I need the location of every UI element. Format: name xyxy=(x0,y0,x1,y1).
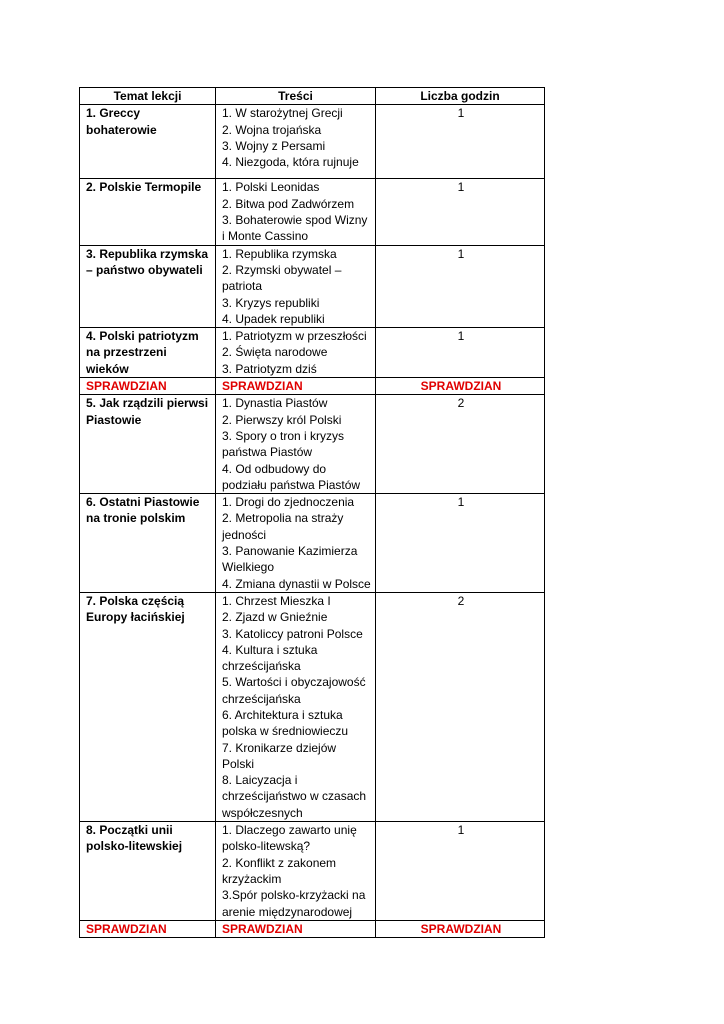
topic-cell: 1. Greccy bohaterowie xyxy=(80,105,216,179)
topic-cell: 8. Początki unii polsko-litewskiej xyxy=(80,822,216,921)
content-item: 1. Dlaczego zawarto unię polsko-litewską? xyxy=(222,823,357,854)
hours-cell: 2 xyxy=(376,592,545,821)
contents-cell xyxy=(216,245,376,327)
content-item: 2. Wojna trojańska xyxy=(222,122,322,137)
content-item: 2. Święta narodowe xyxy=(222,345,328,360)
table-row xyxy=(80,822,545,921)
topic-cell: 3. Republika rzymska – państwo obywateli xyxy=(80,245,216,327)
contents-cell xyxy=(216,378,376,395)
content-item: 4. Upadek republiki xyxy=(222,311,325,326)
header-contents: Treści xyxy=(216,88,376,105)
contents-cell xyxy=(216,328,376,378)
hours-cell: 1 xyxy=(376,494,545,593)
contents-cell xyxy=(216,105,376,179)
hours-cell: SPRAWDZIAN xyxy=(376,378,545,395)
table-row xyxy=(80,245,545,327)
topic-cell: 6. Ostatni Piastowie na tronie polskim xyxy=(80,494,216,593)
contents-cell xyxy=(216,920,376,937)
content-item: 6. Architektura i sztuka polska w średniowieczu xyxy=(222,707,349,739)
content-item: 3.Spór polsko-krzyżacki na arenie międzynarodowej xyxy=(222,888,366,919)
content-item: 2. Pierwszy król Polski xyxy=(222,412,342,427)
content-item: 3. Wojny z Persami xyxy=(222,138,326,153)
content-item: 1. Dynastia Piastów xyxy=(222,396,328,411)
content-item: 3. Patriotyzm dziś xyxy=(222,361,317,376)
hours-cell: 1 xyxy=(376,328,545,378)
content-item: SPRAWDZIAN xyxy=(222,921,303,936)
content-item: 2. Bitwa pod Zadwórzem xyxy=(222,196,355,211)
content-item: 2. Konflikt z zakonem krzyżackim xyxy=(222,855,337,886)
table-row xyxy=(80,395,545,494)
content-item: 1. W starożytnej Grecji xyxy=(222,106,343,121)
contents-cell xyxy=(216,592,376,821)
contents-cell xyxy=(216,395,376,494)
table-row xyxy=(80,328,545,378)
content-item: 3. Kryzys republiki xyxy=(222,295,320,310)
content-item: 1. Drogi do zjednoczenia xyxy=(222,495,355,510)
contents-cell xyxy=(216,494,376,593)
content-item: 1. Republika rzymska xyxy=(222,246,337,261)
hours-cell: 2 xyxy=(376,395,545,494)
content-item: 5. Wartości i obyczajowość chrześcijańska xyxy=(222,675,366,706)
header-hours: Liczba godzin xyxy=(376,88,545,105)
content-item: 4. Zmiana dynastii w Polsce xyxy=(222,576,371,591)
content-item: 4. Kultura i sztuka chrześcijańska xyxy=(222,642,318,674)
topic-cell: 2. Polskie Termopile xyxy=(80,179,216,245)
topic-cell: 4. Polski patriotyzm na przestrzeni wieków xyxy=(80,328,216,378)
content-item: 8. Laicyzacja i chrześcijaństwo w czasach współczesnych xyxy=(222,773,367,820)
hours-cell: 1 xyxy=(376,245,545,327)
content-item: 4. Od odbudowy do podziału państwa Piastów xyxy=(222,461,361,492)
lesson-plan-table xyxy=(79,87,545,938)
table-row xyxy=(80,105,545,179)
contents-cell xyxy=(216,822,376,921)
test-row xyxy=(80,920,545,937)
content-item: SPRAWDZIAN xyxy=(222,379,303,394)
content-item: 7. Kronikarze dziejów Polski xyxy=(222,740,337,771)
content-item: 1. Patriotyzm w przeszłości xyxy=(222,329,367,344)
content-item: 4. Niezgoda, która rujnuje xyxy=(222,155,359,170)
topic-cell: SPRAWDZIAN xyxy=(80,920,216,937)
content-item: 3. Spory o tron i kryzys państwa Piastów xyxy=(222,428,345,460)
hours-cell: 1 xyxy=(376,179,545,245)
table-row xyxy=(80,179,545,245)
table-row xyxy=(80,494,545,593)
topic-cell: 5. Jak rządzili pierwsi Piastowie xyxy=(80,395,216,494)
content-item: 2. Metropolia na straży jedności xyxy=(222,511,344,542)
content-item: 1. Polski Leonidas xyxy=(222,180,320,195)
content-item: 2. Rzymski obywatel – patriota xyxy=(222,262,342,294)
header-row xyxy=(80,88,545,105)
content-item: 1. Chrzest Mieszka I xyxy=(222,593,331,608)
table-body xyxy=(80,105,545,938)
test-row xyxy=(80,378,545,395)
content-item: 3. Katoliccy patroni Polsce xyxy=(222,626,363,641)
hours-cell: SPRAWDZIAN xyxy=(376,920,545,937)
contents-cell xyxy=(216,179,376,245)
content-item: 3. Panowanie Kazimierza Wielkiego xyxy=(222,544,358,575)
header-topic: Temat lekcji xyxy=(80,88,216,105)
table-row xyxy=(80,592,545,821)
content-item: 3. Bohaterowie spod Wizny i Monte Cassino xyxy=(222,213,368,244)
content-item: 2. Zjazd w Gnieźnie xyxy=(222,610,328,625)
hours-cell: 1 xyxy=(376,105,545,179)
hours-cell: 1 xyxy=(376,822,545,921)
topic-cell: 7. Polska częścią Europy łacińskiej xyxy=(80,592,216,821)
topic-cell: SPRAWDZIAN xyxy=(80,378,216,395)
